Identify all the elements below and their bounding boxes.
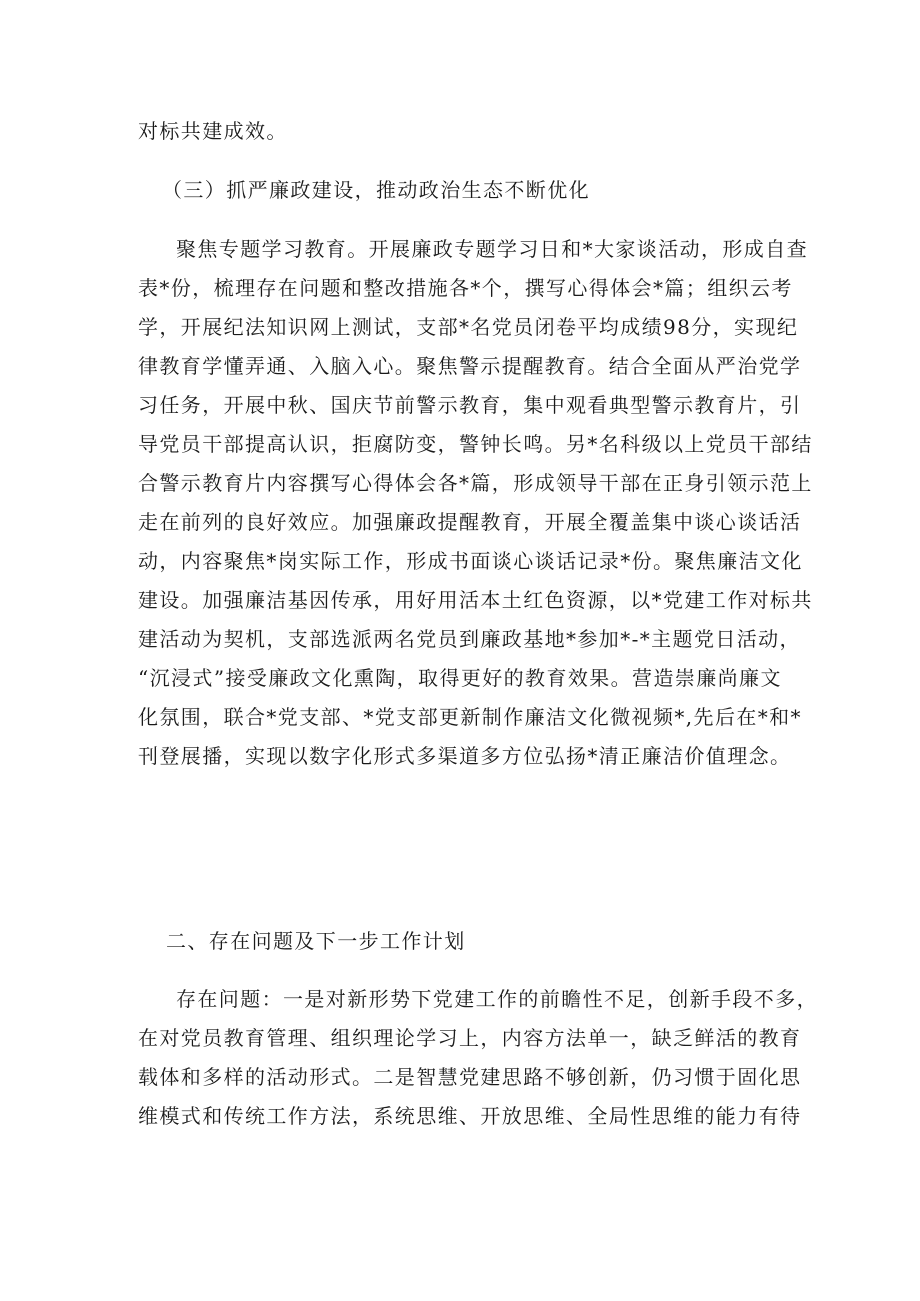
part-2-heading	[138, 922, 778, 961]
paragraph-line: 载体和多样的活动形式。二是智慧党建思路不够创新，仍习惯于固化思	[138, 1065, 802, 1089]
paragraph-line: 建活动为契机，支部选派两名党员到廉政基地*参加*-*主题党日活动，	[138, 627, 801, 651]
paragraph-line: 学，开展纪法知识网上测试，支部*名党员闭卷平均成绩98分，实现纪	[138, 315, 799, 339]
paragraph-line: 对标共建成效。	[138, 119, 288, 143]
section-heading-text: 二、存在问题及下一步工作计划	[166, 929, 466, 953]
paragraph-line: 存在问题：一是对新形势下党建工作的前瞻性不足，创新手段不多，	[176, 987, 818, 1011]
paragraph-line: 维模式和传统工作方法，系统思维、开放思维、全局性思维的能力有待	[138, 1104, 802, 1128]
paragraph-line: 走在前列的良好效应。加强廉政提醒教育，开展全覆盖集中谈心谈话活	[138, 510, 802, 534]
paragraph-line: 化氛围，联合*党支部、*党支部更新制作廉洁文化微视频*,先后在*和*	[138, 705, 802, 729]
section-3-paragraph	[138, 230, 813, 776]
section-heading-text: （三）抓严廉政建设，推动政治生态不断优化	[162, 178, 590, 202]
paragraph-line: 律教育学懂弄通、入脑入心。聚焦警示提醒教育。结合全面从严治党学	[138, 354, 802, 378]
paragraph-line: 导党员干部提高认识，拒腐防变，警钟长鸣。另*名科级以上党员干部结	[138, 432, 813, 456]
paragraph-line: 合警示教育片内容撰写心得体会各*篇，形成领导干部在正身引领示范上	[138, 471, 813, 495]
paragraph-line: 在对党员教育管理、组织理论学习上，内容方法单一，缺乏鲜活的教育	[138, 1026, 802, 1050]
paragraph-line: 动，内容聚焦*岗实际工作，形成书面谈心谈话记录*份。聚焦廉洁文化	[138, 549, 803, 573]
problems-paragraph	[138, 980, 818, 1136]
paragraph-line: 聚焦专题学习教育。开展廉政专题学习日和*大家谈活动，形成自查	[176, 237, 808, 261]
paragraph-line: 表*份，梳理存在问题和整改措施各*个，撰写心得体会*篇；组织云考	[138, 276, 793, 300]
paragraph-line: 刊登展播，实现以数字化形式多渠道多方位弘扬*清正廉洁价值理念。	[138, 744, 792, 768]
section-3-heading	[138, 171, 778, 210]
paragraph-line: 建设。加强廉洁基因传承，用好用活本土红色资源，以*党建工作对标共	[138, 588, 813, 612]
continuation-paragraph	[138, 112, 778, 151]
paragraph-line: “沉浸式”接受廉政文化熏陶，取得更好的教育效果。营造崇廉尚廉文	[138, 666, 782, 690]
paragraph-line: 习任务，开展中秋、国庆节前警示教育，集中观看典型警示教育片，引	[138, 393, 802, 417]
